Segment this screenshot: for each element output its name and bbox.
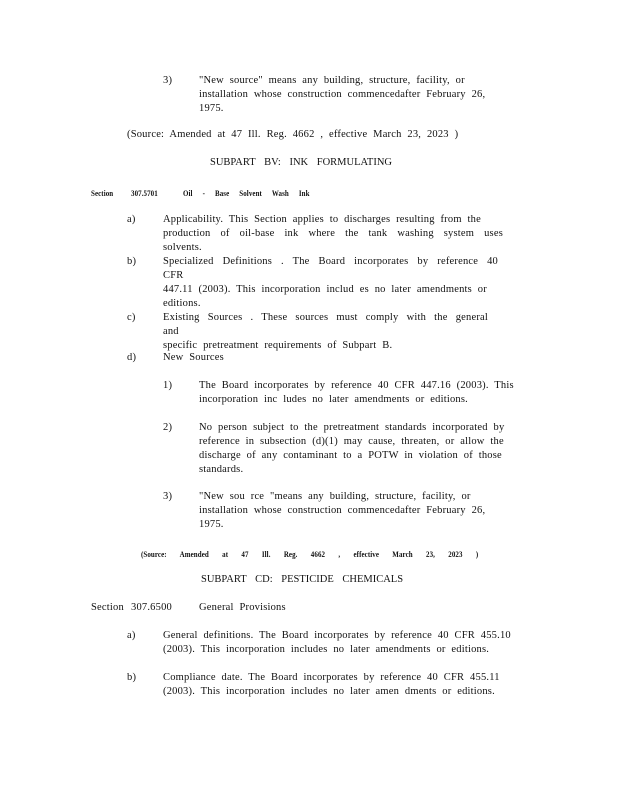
subpart-heading: SUBPART CD: PESTICIDE CHEMICALS — [201, 574, 404, 585]
text-line: installation whose construction commencedafter February 26, — [199, 89, 486, 100]
text-line: incorporation inc ludes no later amendments or editions. — [199, 394, 468, 405]
item-text — [199, 74, 494, 116]
item-number: 1) — [163, 380, 173, 391]
item-number: b) — [127, 672, 137, 683]
item-text — [199, 421, 509, 477]
item-text — [163, 671, 508, 699]
item-number: 3) — [163, 491, 173, 502]
item-number: d) — [127, 352, 137, 363]
item-text — [163, 213, 503, 255]
item-number: a) — [127, 214, 136, 225]
text-line: The Board incorporates by reference 40 CFR 447.16 (2003). This — [199, 380, 514, 391]
item-text — [163, 255, 498, 311]
item-number: 3) — [163, 75, 173, 86]
source-note: (Source: Amended at 47 Ill. Reg. 4662 , effective March 23, 2023 ) — [127, 129, 459, 140]
text-line: 1975. — [199, 519, 224, 530]
section-label: Section — [91, 188, 114, 198]
text-line: installation whose construction commencedafter February 26, — [199, 505, 486, 516]
item-text — [199, 379, 517, 407]
item-number: b) — [127, 256, 137, 267]
text-line: Applicability. This Section applies to discharges resulting from the — [163, 214, 481, 225]
item-text — [163, 629, 516, 657]
section-title: Oil - Base Solvent Wash Ink — [183, 188, 310, 198]
text-line: Specialized Definitions . The Board incorporates by reference 40 CFR — [163, 256, 498, 281]
subpart-heading: SUBPART BV: INK FORMULATING — [210, 157, 392, 168]
item-number: 2) — [163, 422, 173, 433]
text-line: (2003). This incorporation includes no later amendments or editions. — [163, 644, 490, 655]
section-label: Section — [91, 602, 124, 613]
text-line: No person subject to the pretreatment standards incorporated by — [199, 422, 505, 433]
section-number: 307.5701 — [131, 188, 158, 198]
text-line: discharge of any contaminant to a POTW in violation of those — [199, 450, 502, 461]
item-text: New Sources — [163, 352, 224, 363]
section-title: General Provisions — [199, 602, 286, 613]
text-line: General definitions. The Board incorporates by reference 40 CFR 455.10 — [163, 630, 511, 641]
text-line: specific pretreatment requirements of Subpart B. — [163, 340, 393, 351]
text-line: standards. — [199, 464, 244, 475]
text-line: editions. — [163, 298, 201, 309]
source-note: (Source: Amended at 47 Ill. Reg. 4662 , effective March 23, 2023 ) — [141, 549, 479, 559]
item-number: a) — [127, 630, 136, 641]
text-line: Existing Sources . These sources must comply with the general and — [163, 312, 488, 337]
text-line: (2003). This incorporation includes no later amen dments or editions. — [163, 686, 495, 697]
item-text — [163, 311, 488, 353]
section-number: 307.6500 — [131, 602, 172, 613]
text-line: "New sou rce "means any building, structure, facility, or — [199, 491, 471, 502]
text-line: 1975. — [199, 103, 224, 114]
text-line: 447.11 (2003). This incorporation includ es no later amendments or — [163, 284, 487, 295]
text-line: "New source" means any building, structure, facility, or — [199, 75, 465, 86]
text-line: reference in subsection (d)(1) may cause, threaten, or allow the — [199, 436, 504, 447]
text-line: Compliance date. The Board incorporates by reference 40 CFR 455.11 — [163, 672, 500, 683]
text-line: production of oil-base ink where the tank washing system uses solvents. — [163, 228, 503, 253]
item-text — [199, 490, 494, 532]
item-number: c) — [127, 312, 136, 323]
